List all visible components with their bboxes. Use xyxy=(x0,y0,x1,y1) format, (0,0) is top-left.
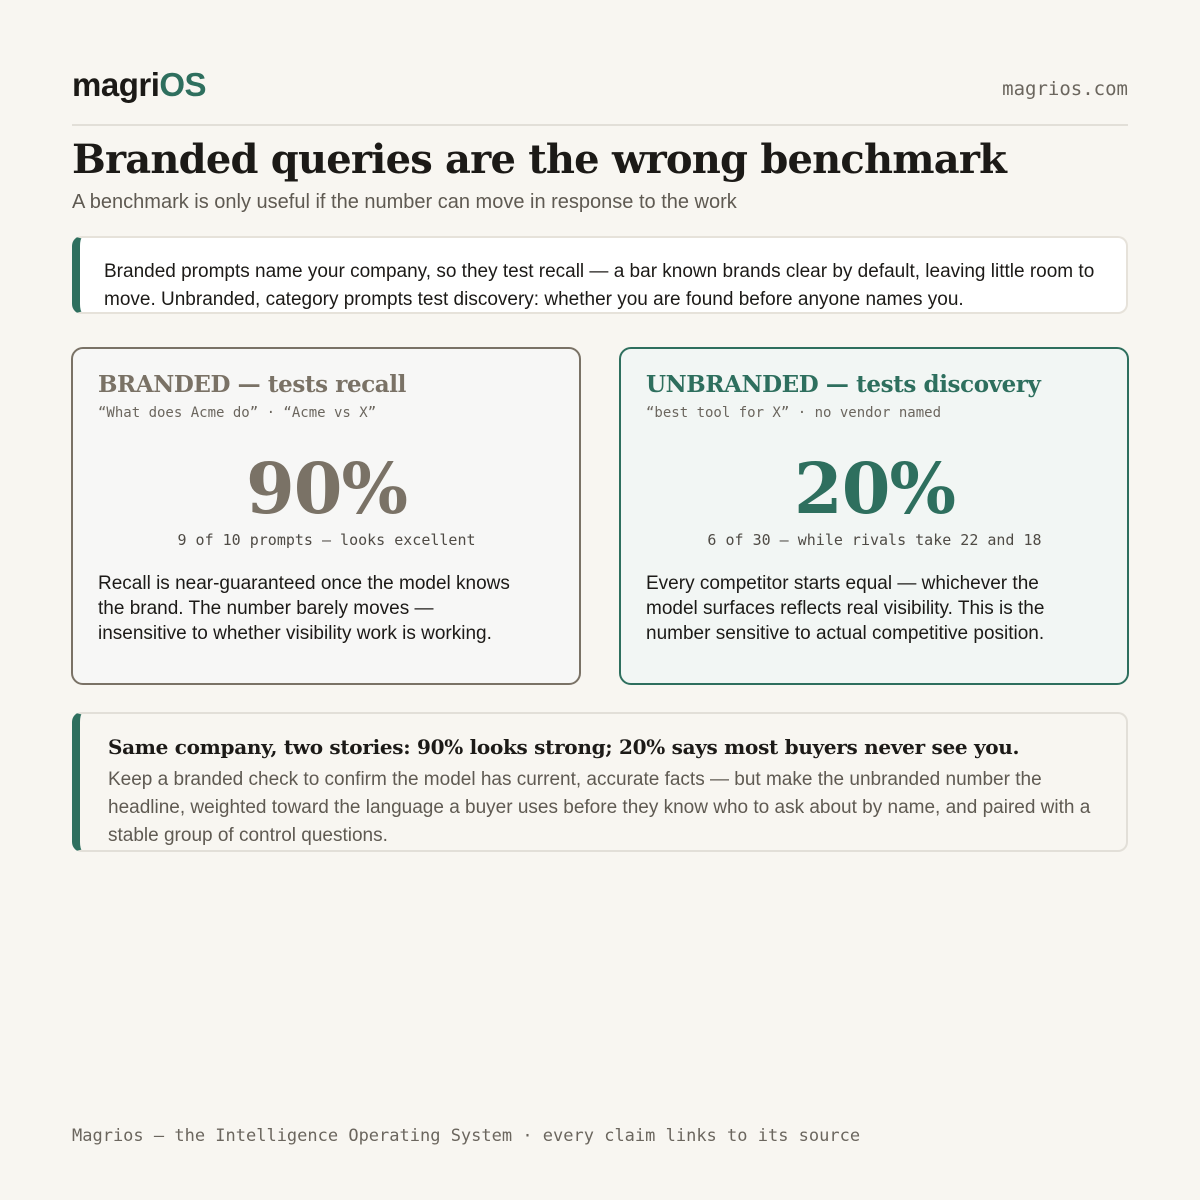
logo-main: magri xyxy=(72,66,160,103)
unbranded-body: Every competitor starts equal — whichever the model surfaces reflects real visibility. This is the number sensitive to actual competitive position. xyxy=(646,573,1045,644)
logo[interactable] xyxy=(72,66,206,104)
branded-card-title: BRANDED — tests recall xyxy=(98,371,406,398)
page-title: Branded queries are the wrong benchmark xyxy=(72,136,1007,183)
site-domain[interactable]: magrios.com xyxy=(1002,78,1128,100)
branded-caption: 9 of 10 prompts — looks excellent xyxy=(177,531,476,549)
page-header xyxy=(72,62,1128,126)
takeaway-callout xyxy=(72,712,1128,852)
intro-callout: Branded prompts name your company, so they test recall — a bar known brands clear by default, leaving little room to move. Unbranded, category prompts test discovery: whether you are found before anyone names you. xyxy=(72,236,1128,314)
unbranded-card xyxy=(619,347,1129,685)
takeaway-body: Keep a branded check to confirm the model has current, accurate facts — but make the unbranded number the headline, weighted toward the language a buyer uses before they know who to ask about by name, and paired with a stable group of control questions. xyxy=(108,769,1091,846)
unbranded-examples: “best tool for X” · no vendor named xyxy=(646,405,942,421)
unbranded-caption: 6 of 30 — while rivals take 22 and 18 xyxy=(707,531,1042,549)
unbranded-card-title: UNBRANDED — tests discovery xyxy=(646,371,1041,398)
branded-value: 90% xyxy=(246,447,407,530)
footer-text: Magrios — the Intelligence Operating System · every claim links to its source xyxy=(72,1126,861,1146)
page-subtitle: A benchmark is only useful if the number can move in response to the work xyxy=(72,191,737,213)
takeaway-title: Same company, two stories: 90% looks strong; 20% says most buyers never see you. xyxy=(108,735,1020,759)
branded-card xyxy=(71,347,581,685)
unbranded-value: 20% xyxy=(794,447,955,530)
branded-examples: “What does Acme do” · “Acme vs X” xyxy=(98,405,377,421)
logo-accent: OS xyxy=(159,66,207,103)
branded-body: Recall is near-guaranteed once the model knows the brand. The number barely moves — insensitive to whether visibility work is working. xyxy=(98,573,510,644)
